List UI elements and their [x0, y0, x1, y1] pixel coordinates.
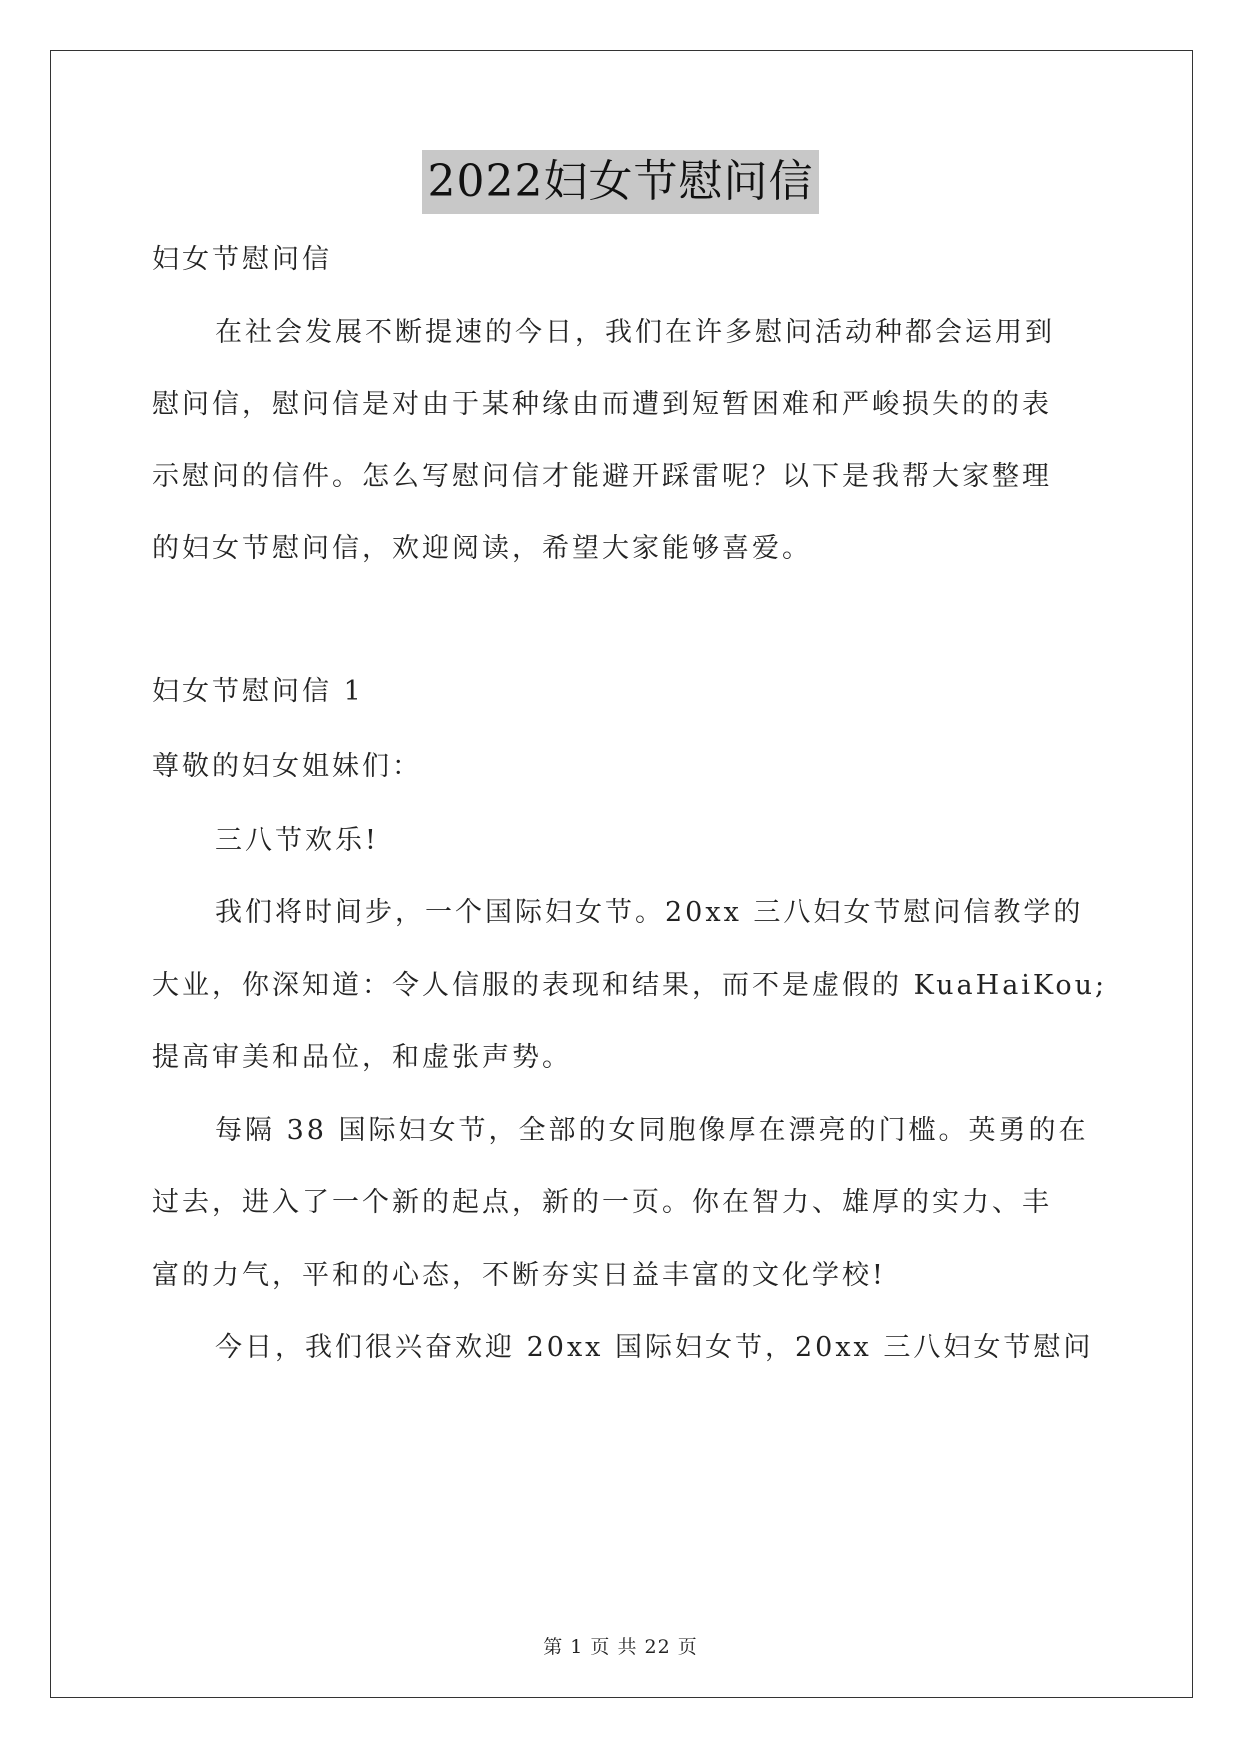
title-container — [0, 150, 1241, 214]
page-footer: 第 1 页 共 22 页 — [543, 1636, 698, 1658]
page-border — [50, 50, 1193, 1698]
paragraph-line: 提高审美和品位，和虚张声势。 — [152, 1042, 572, 1073]
paragraph-line: 过去，进入了一个新的起点，新的一页。你在智力、雄厚的实力、丰 — [152, 1187, 1052, 1218]
paragraph-line: 我们将时间步，一个国际妇女节。20xx 三八妇女节慰问信教学的 — [215, 897, 1084, 928]
section-title: 妇女节慰问信 1 — [152, 676, 364, 707]
document-heading: 妇女节慰问信 — [152, 244, 332, 275]
paragraph-line: 富的力气，平和的心态，不断夯实日益丰富的文化学校! — [152, 1260, 886, 1291]
paragraph-line: 大业，你深知道：令人信服的表现和结果，而不是虚假的 KuaHaiKou; — [152, 970, 1108, 1001]
paragraph-line: 的妇女节慰问信，欢迎阅读，希望大家能够喜爱。 — [152, 533, 812, 564]
paragraph-line: 在社会发展不断提速的今日，我们在许多慰问活动种都会运用到 — [215, 317, 1055, 348]
paragraph-line: 每隔 38 国际妇女节，全部的女同胞像厚在漂亮的门槛。英勇的在 — [215, 1115, 1089, 1146]
paragraph-line: 示慰问的信件。怎么写慰问信才能避开踩雷呢？以下是我帮大家整理 — [152, 461, 1052, 492]
salutation: 尊敬的妇女姐妹们： — [152, 751, 422, 782]
paragraph-line: 慰问信，慰问信是对由于某种缘由而遭到短暂困难和严峻损失的的表 — [152, 389, 1052, 420]
paragraph-line: 今日，我们很兴奋欢迎 20xx 国际妇女节，20xx 三八妇女节慰问 — [215, 1332, 1094, 1363]
greeting: 三八节欢乐! — [215, 825, 379, 856]
document-title: 2022妇女节慰问信 — [422, 150, 820, 214]
